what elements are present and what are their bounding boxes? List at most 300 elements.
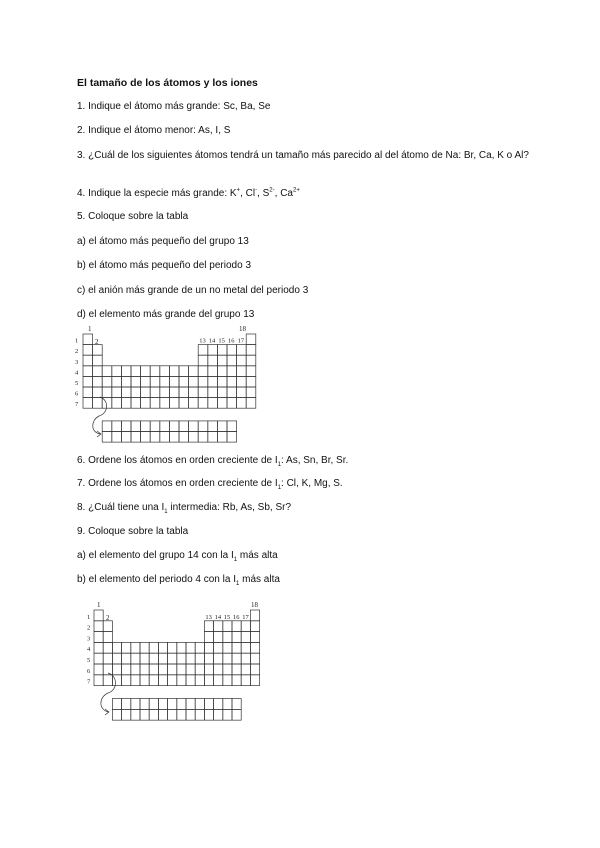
table2-cell[interactable] [177, 642, 186, 653]
table2-cell[interactable] [149, 709, 158, 720]
cl-charge: - [255, 187, 258, 194]
table1-cell[interactable] [189, 376, 199, 387]
table1-cell[interactable] [198, 398, 208, 409]
table2-cell[interactable] [168, 664, 177, 675]
table1-cell[interactable] [169, 387, 179, 398]
table2-period-label: 5 [87, 657, 91, 664]
table1-cell[interactable] [141, 366, 151, 377]
table2-cell[interactable] [214, 642, 223, 653]
table2-cell[interactable] [232, 632, 241, 643]
table1-cell[interactable] [198, 355, 208, 366]
table1-cell[interactable] [121, 432, 131, 443]
table2-cell[interactable] [232, 621, 241, 632]
question-8 [77, 501, 291, 515]
table1-cell[interactable] [141, 398, 151, 409]
table1-cell[interactable] [227, 355, 237, 366]
table1-cell[interactable] [237, 376, 247, 387]
question-9: 9. Coloque sobre la tabla [77, 526, 189, 537]
table1-cell[interactable] [198, 421, 208, 432]
table1-cell[interactable] [83, 398, 93, 409]
table1-cell[interactable] [198, 376, 208, 387]
table2-cell[interactable] [250, 621, 259, 632]
table1-cell[interactable] [198, 432, 208, 443]
table2-cell[interactable] [195, 642, 204, 653]
table2-cell[interactable] [177, 664, 186, 675]
table2-cell[interactable] [232, 675, 241, 686]
table2-cell[interactable] [103, 621, 112, 632]
table1-cell[interactable] [141, 432, 151, 443]
table1-cell[interactable] [237, 355, 247, 366]
table2-cell[interactable] [177, 709, 186, 720]
table2-cell[interactable] [131, 699, 140, 710]
table2-cell[interactable] [186, 642, 195, 653]
table2-cell[interactable] [140, 664, 149, 675]
table1-cell[interactable] [83, 355, 93, 366]
table2-cell[interactable] [103, 653, 112, 664]
table1-cell[interactable] [160, 432, 170, 443]
table2-cell[interactable] [168, 699, 177, 710]
table1-cell[interactable] [246, 345, 256, 356]
table1-cell[interactable] [189, 432, 199, 443]
table1-cell[interactable] [112, 421, 122, 432]
question-5d: d) el elemento más grande del grupo 13 [77, 309, 255, 320]
table1-period-label: 2 [75, 348, 79, 356]
table2-cell[interactable] [94, 664, 103, 675]
table2-cell[interactable] [214, 664, 223, 675]
table1-cell[interactable] [93, 398, 103, 409]
table2-cell[interactable] [140, 675, 149, 686]
table1-cell[interactable] [227, 376, 237, 387]
question-8-prefix: 8. ¿Cuál tiene una I [77, 502, 165, 513]
table2-cell[interactable] [168, 653, 177, 664]
table2-cell[interactable] [131, 653, 140, 664]
table2-cell[interactable] [112, 699, 121, 710]
table1-cell[interactable] [112, 398, 122, 409]
table1-group-label: 17 [237, 337, 245, 345]
table1-cell[interactable] [246, 355, 256, 366]
table2-cell[interactable] [186, 653, 195, 664]
table1-cell[interactable] [102, 387, 112, 398]
table1-cell[interactable] [131, 398, 141, 409]
table1-cell[interactable] [141, 376, 151, 387]
table2-period-label: 4 [87, 646, 91, 654]
table2-cell[interactable] [204, 642, 213, 653]
table2-group-2-label: 2 [106, 614, 110, 622]
table1-cell[interactable] [131, 421, 141, 432]
table1-cell[interactable] [150, 387, 160, 398]
table1-cell[interactable] [141, 387, 151, 398]
table2-cell[interactable] [204, 653, 213, 664]
table1-cell[interactable] [160, 376, 170, 387]
table2-cell[interactable] [140, 653, 149, 664]
table2-cell[interactable] [232, 664, 241, 675]
table2-period-label: 1 [87, 613, 91, 621]
table2-cell[interactable] [223, 632, 232, 643]
table1-cell[interactable] [121, 387, 131, 398]
table2-cell[interactable] [112, 642, 121, 653]
table2-cell[interactable] [94, 675, 103, 686]
question-4-cl: , Cl [240, 188, 256, 199]
table2-cell[interactable] [223, 709, 232, 720]
table2-cell[interactable] [241, 653, 250, 664]
question-5c: c) el anión más grande de un no metal del periodo 3 [77, 285, 309, 296]
table2-cell[interactable] [214, 632, 223, 643]
table2-group-label: 14 [214, 613, 222, 621]
table2-cell[interactable] [204, 632, 213, 643]
table2-cell[interactable] [250, 653, 259, 664]
table1-cell[interactable] [169, 398, 179, 409]
table2-cell[interactable] [241, 675, 250, 686]
table1-period-label: 6 [75, 390, 79, 398]
table2-cell[interactable] [158, 653, 167, 664]
table2-period-label: 6 [87, 667, 91, 675]
question-7-sub: 1 [277, 485, 282, 491]
table2-cell[interactable] [195, 699, 204, 710]
table1-cell[interactable] [112, 366, 122, 377]
question-7-suffix: : Cl, K, Mg, S. [281, 478, 343, 489]
question-9b-suffix: más alta [239, 574, 280, 585]
table1-cell[interactable] [189, 421, 199, 432]
table2-group-label: 15 [223, 613, 231, 621]
s-charge: 2- [269, 187, 275, 194]
table2-period-label: 7 [87, 678, 91, 686]
table1-cell[interactable] [150, 366, 160, 377]
table2-cell[interactable] [232, 653, 241, 664]
question-9b-sub: 1 [236, 581, 240, 587]
table1-cell[interactable] [246, 398, 256, 409]
question-1: 1. Indique el átomo más grande: Sc, Ba, Se [77, 101, 271, 112]
table1-cell[interactable] [121, 376, 131, 387]
table2-group-18-label: 18 [251, 601, 258, 609]
table1-cell[interactable] [102, 432, 112, 443]
table1-cell[interactable] [227, 432, 237, 443]
table2-cell[interactable] [204, 675, 213, 686]
table1-cell[interactable] [102, 376, 112, 387]
table2-cell[interactable] [195, 653, 204, 664]
table1-cell[interactable] [131, 432, 141, 443]
table1-cell[interactable] [93, 366, 103, 377]
table2-cell[interactable] [94, 610, 103, 621]
table2-cell[interactable] [103, 632, 112, 643]
table2-group-1-label: 1 [97, 601, 101, 609]
table2-cell[interactable] [149, 675, 158, 686]
question-4-prefix: 4. Indique la especie más grande: K [77, 188, 237, 199]
table1-cell[interactable] [208, 421, 218, 432]
table1-cell[interactable] [150, 432, 160, 443]
question-2: 2. Indique el átomo menor: As, I, S [77, 125, 231, 136]
table2-cell[interactable] [140, 699, 149, 710]
table1-cell[interactable] [160, 366, 170, 377]
table1-cell[interactable] [189, 398, 199, 409]
table1-cell[interactable] [246, 366, 256, 377]
table1-cell[interactable] [83, 334, 93, 345]
table2-cell[interactable] [149, 653, 158, 664]
table2-cell[interactable] [94, 653, 103, 664]
table2-cell[interactable] [94, 642, 103, 653]
table1-cell[interactable] [93, 376, 103, 387]
table1-cell[interactable] [83, 345, 93, 356]
table1-cell[interactable] [112, 432, 122, 443]
table1-cell[interactable] [102, 366, 112, 377]
question-6 [77, 454, 348, 468]
table1-cell[interactable] [208, 345, 218, 356]
table1-period-label: 1 [75, 337, 79, 345]
table1-cell[interactable] [208, 432, 218, 443]
question-4 [77, 187, 300, 201]
table2-cell[interactable] [223, 675, 232, 686]
table2-cell[interactable] [214, 699, 223, 710]
question-7 [77, 477, 343, 491]
table1-cell[interactable] [179, 366, 189, 377]
table2-cell[interactable] [250, 664, 259, 675]
table1-cell[interactable] [179, 387, 189, 398]
table2-cell[interactable] [158, 642, 167, 653]
table1-cell[interactable] [179, 421, 189, 432]
table2-cell[interactable] [204, 621, 213, 632]
table2-cell[interactable] [186, 699, 195, 710]
table1-cell[interactable] [169, 376, 179, 387]
table1-cell[interactable] [208, 398, 218, 409]
table1-cell[interactable] [246, 387, 256, 398]
table2-cell[interactable] [204, 699, 213, 710]
table2-cell[interactable] [122, 699, 131, 710]
table1-cell[interactable] [237, 366, 247, 377]
table1-cell[interactable] [102, 421, 112, 432]
question-9a-sub: 1 [233, 557, 238, 563]
table1-cell[interactable] [227, 366, 237, 377]
table1-cell[interactable] [131, 387, 141, 398]
table1-group-label: 13 [199, 337, 206, 345]
table2-cell[interactable] [214, 621, 223, 632]
table1-cell[interactable] [150, 376, 160, 387]
table1-period-label: 3 [75, 358, 79, 366]
table1-group-18-label: 18 [239, 325, 246, 333]
table2-cell[interactable] [186, 709, 195, 720]
table1-cell[interactable] [121, 421, 131, 432]
table1-cell[interactable] [227, 421, 237, 432]
table1-cell[interactable] [150, 398, 160, 409]
table1-cell[interactable] [179, 376, 189, 387]
table1-cell[interactable] [112, 376, 122, 387]
table2-cell[interactable] [232, 642, 241, 653]
table2-cell[interactable] [149, 699, 158, 710]
table1-cell[interactable] [227, 345, 237, 356]
question-4-s: , S [257, 188, 270, 199]
table2-cell[interactable] [168, 675, 177, 686]
table1-cell[interactable] [93, 355, 103, 366]
table1-cell[interactable] [217, 345, 227, 356]
table2-cell[interactable] [131, 709, 140, 720]
table1-cell[interactable] [131, 376, 141, 387]
table1-cell[interactable] [160, 398, 170, 409]
table2-cell[interactable] [204, 709, 213, 720]
table1-cell[interactable] [112, 387, 122, 398]
table2-cell[interactable] [112, 664, 121, 675]
table2-cell[interactable] [214, 709, 223, 720]
table2-cell[interactable] [158, 699, 167, 710]
table1-cell[interactable] [237, 345, 247, 356]
table1-cell[interactable] [217, 398, 227, 409]
table2-cell[interactable] [204, 664, 213, 675]
table1-cell[interactable] [208, 355, 218, 366]
table2-cell[interactable] [250, 675, 259, 686]
table2-cell[interactable] [140, 642, 149, 653]
table1-cell[interactable] [198, 387, 208, 398]
table2-cell[interactable] [94, 632, 103, 643]
question-8-suffix: intermedia: Rb, As, Sb, Sr? [167, 502, 292, 513]
table1-cell[interactable] [217, 376, 227, 387]
table1-group-label: 15 [218, 337, 225, 345]
table2-cell[interactable] [103, 642, 112, 653]
table2-cell[interactable] [232, 699, 241, 710]
table2-cell[interactable] [103, 675, 112, 686]
table1-group-1-label: 1 [88, 325, 92, 333]
table2-cell[interactable] [112, 653, 121, 664]
table2-cell[interactable] [241, 664, 250, 675]
table1-group-2-label: 2 [95, 338, 99, 346]
question-6-sub: 1 [277, 462, 282, 468]
table1-cell[interactable] [217, 355, 227, 366]
table2-cell[interactable] [149, 642, 158, 653]
table1-cell[interactable] [141, 421, 151, 432]
table2-cell[interactable] [158, 675, 167, 686]
table2-cell[interactable] [103, 664, 112, 675]
table2-group-label: 13 [205, 613, 212, 621]
table1-cell[interactable] [169, 432, 179, 443]
question-4-ca: , Ca [274, 188, 293, 199]
table1-lanthanide-arrow [93, 397, 107, 437]
table2-cell[interactable] [214, 675, 223, 686]
table1-cell[interactable] [121, 366, 131, 377]
table1-cell[interactable] [237, 387, 247, 398]
table1-cell[interactable] [208, 366, 218, 377]
question-9a [77, 549, 278, 563]
table1-cell[interactable] [179, 398, 189, 409]
k-charge: + [236, 187, 241, 194]
table2-cell[interactable] [195, 664, 204, 675]
table2-period-label: 2 [87, 624, 91, 632]
table2-cell[interactable] [195, 675, 204, 686]
table2-cell[interactable] [168, 709, 177, 720]
table2-cell[interactable] [214, 653, 223, 664]
table2-cell[interactable] [177, 653, 186, 664]
table2-cell[interactable] [250, 610, 259, 621]
table1-cell[interactable] [198, 366, 208, 377]
table1-cell[interactable] [246, 334, 256, 345]
table2-cell[interactable] [131, 642, 140, 653]
table2-cell[interactable] [241, 621, 250, 632]
table2-cell[interactable] [122, 664, 131, 675]
ca-charge: 2+ [292, 187, 300, 194]
periodic-table-1 [73, 322, 273, 446]
table1-cell[interactable] [208, 376, 218, 387]
table1-cell[interactable] [83, 366, 93, 377]
table2-cell[interactable] [232, 709, 241, 720]
table2-cell[interactable] [112, 709, 121, 720]
table1-cell[interactable] [217, 432, 227, 443]
table2-cell[interactable] [250, 642, 259, 653]
table2-cell[interactable] [131, 675, 140, 686]
table1-cell[interactable] [208, 387, 218, 398]
table2-cell[interactable] [186, 675, 195, 686]
question-5a: a) el átomo más pequeño del grupo 13 [77, 236, 249, 247]
question-6-suffix: : As, Sn, Br, Sr. [281, 455, 349, 466]
table1-cell[interactable] [227, 398, 237, 409]
table1-cell[interactable] [169, 366, 179, 377]
question-9b-prefix: b) el elemento del periodo 4 con la I [77, 574, 236, 585]
table1-cell[interactable] [246, 376, 256, 387]
table2-cell[interactable] [177, 699, 186, 710]
table2-cell[interactable] [122, 653, 131, 664]
table1-cell[interactable] [121, 398, 131, 409]
table1-cell[interactable] [93, 387, 103, 398]
table1-cell[interactable] [179, 432, 189, 443]
question-9b [77, 573, 280, 587]
table2-group-label: 16 [233, 613, 240, 621]
question-9a-suffix: más alta [237, 550, 278, 561]
table2-group-label: 17 [242, 613, 249, 621]
question-7-prefix: 7. Ordene los átomos en orden creciente de I [77, 478, 278, 489]
table1-period-label: 4 [75, 369, 79, 377]
table1-cell[interactable] [189, 366, 199, 377]
table2-cell[interactable] [223, 699, 232, 710]
table2-cell[interactable] [223, 621, 232, 632]
table2-cell[interactable] [122, 642, 131, 653]
table1-cell[interactable] [169, 421, 179, 432]
table2-cell[interactable] [149, 664, 158, 675]
table1-cell[interactable] [131, 366, 141, 377]
table2-cell[interactable] [122, 675, 131, 686]
table2-cell[interactable] [158, 664, 167, 675]
table1-cell[interactable] [160, 421, 170, 432]
table2-cell[interactable] [140, 709, 149, 720]
table2-cell[interactable] [241, 632, 250, 643]
table1-cell[interactable] [198, 345, 208, 356]
table2-cell[interactable] [168, 642, 177, 653]
table1-cell[interactable] [83, 376, 93, 387]
table1-cell[interactable] [189, 387, 199, 398]
table2-cell[interactable] [186, 664, 195, 675]
table2-cell[interactable] [195, 709, 204, 720]
table1-cell[interactable] [160, 387, 170, 398]
table2-cell[interactable] [158, 709, 167, 720]
table2-cell[interactable] [241, 642, 250, 653]
table1-cell[interactable] [227, 387, 237, 398]
question-8-sub: 1 [164, 509, 168, 515]
table1-cell[interactable] [217, 366, 227, 377]
table2-cell[interactable] [223, 642, 232, 653]
table1-period-label: 7 [75, 401, 79, 409]
table1-cell[interactable] [150, 421, 160, 432]
question-9a-prefix: a) el elemento del grupo 14 con la I [77, 550, 234, 561]
table1-group-label: 16 [228, 337, 235, 345]
table1-cell[interactable] [217, 387, 227, 398]
table1-cell[interactable] [83, 387, 93, 398]
question-6-prefix: 6. Ordene los átomos en orden creciente de I [77, 455, 278, 466]
table2-cell[interactable] [131, 664, 140, 675]
table1-cell[interactable] [217, 421, 227, 432]
question-3: 3. ¿Cuál de los siguientes átomos tendrá un tamaño más parecido al del átomo de Na: Br, Ca, K o Al? [77, 150, 529, 161]
table1-cell[interactable] [93, 345, 103, 356]
table2-cell[interactable] [122, 709, 131, 720]
periodic-table-2 [86, 598, 276, 724]
table2-cell[interactable] [250, 632, 259, 643]
table1-cell[interactable] [237, 398, 247, 409]
table2-cell[interactable] [223, 664, 232, 675]
table2-cell[interactable] [177, 675, 186, 686]
table2-cell[interactable] [94, 621, 103, 632]
table2-cell[interactable] [223, 653, 232, 664]
